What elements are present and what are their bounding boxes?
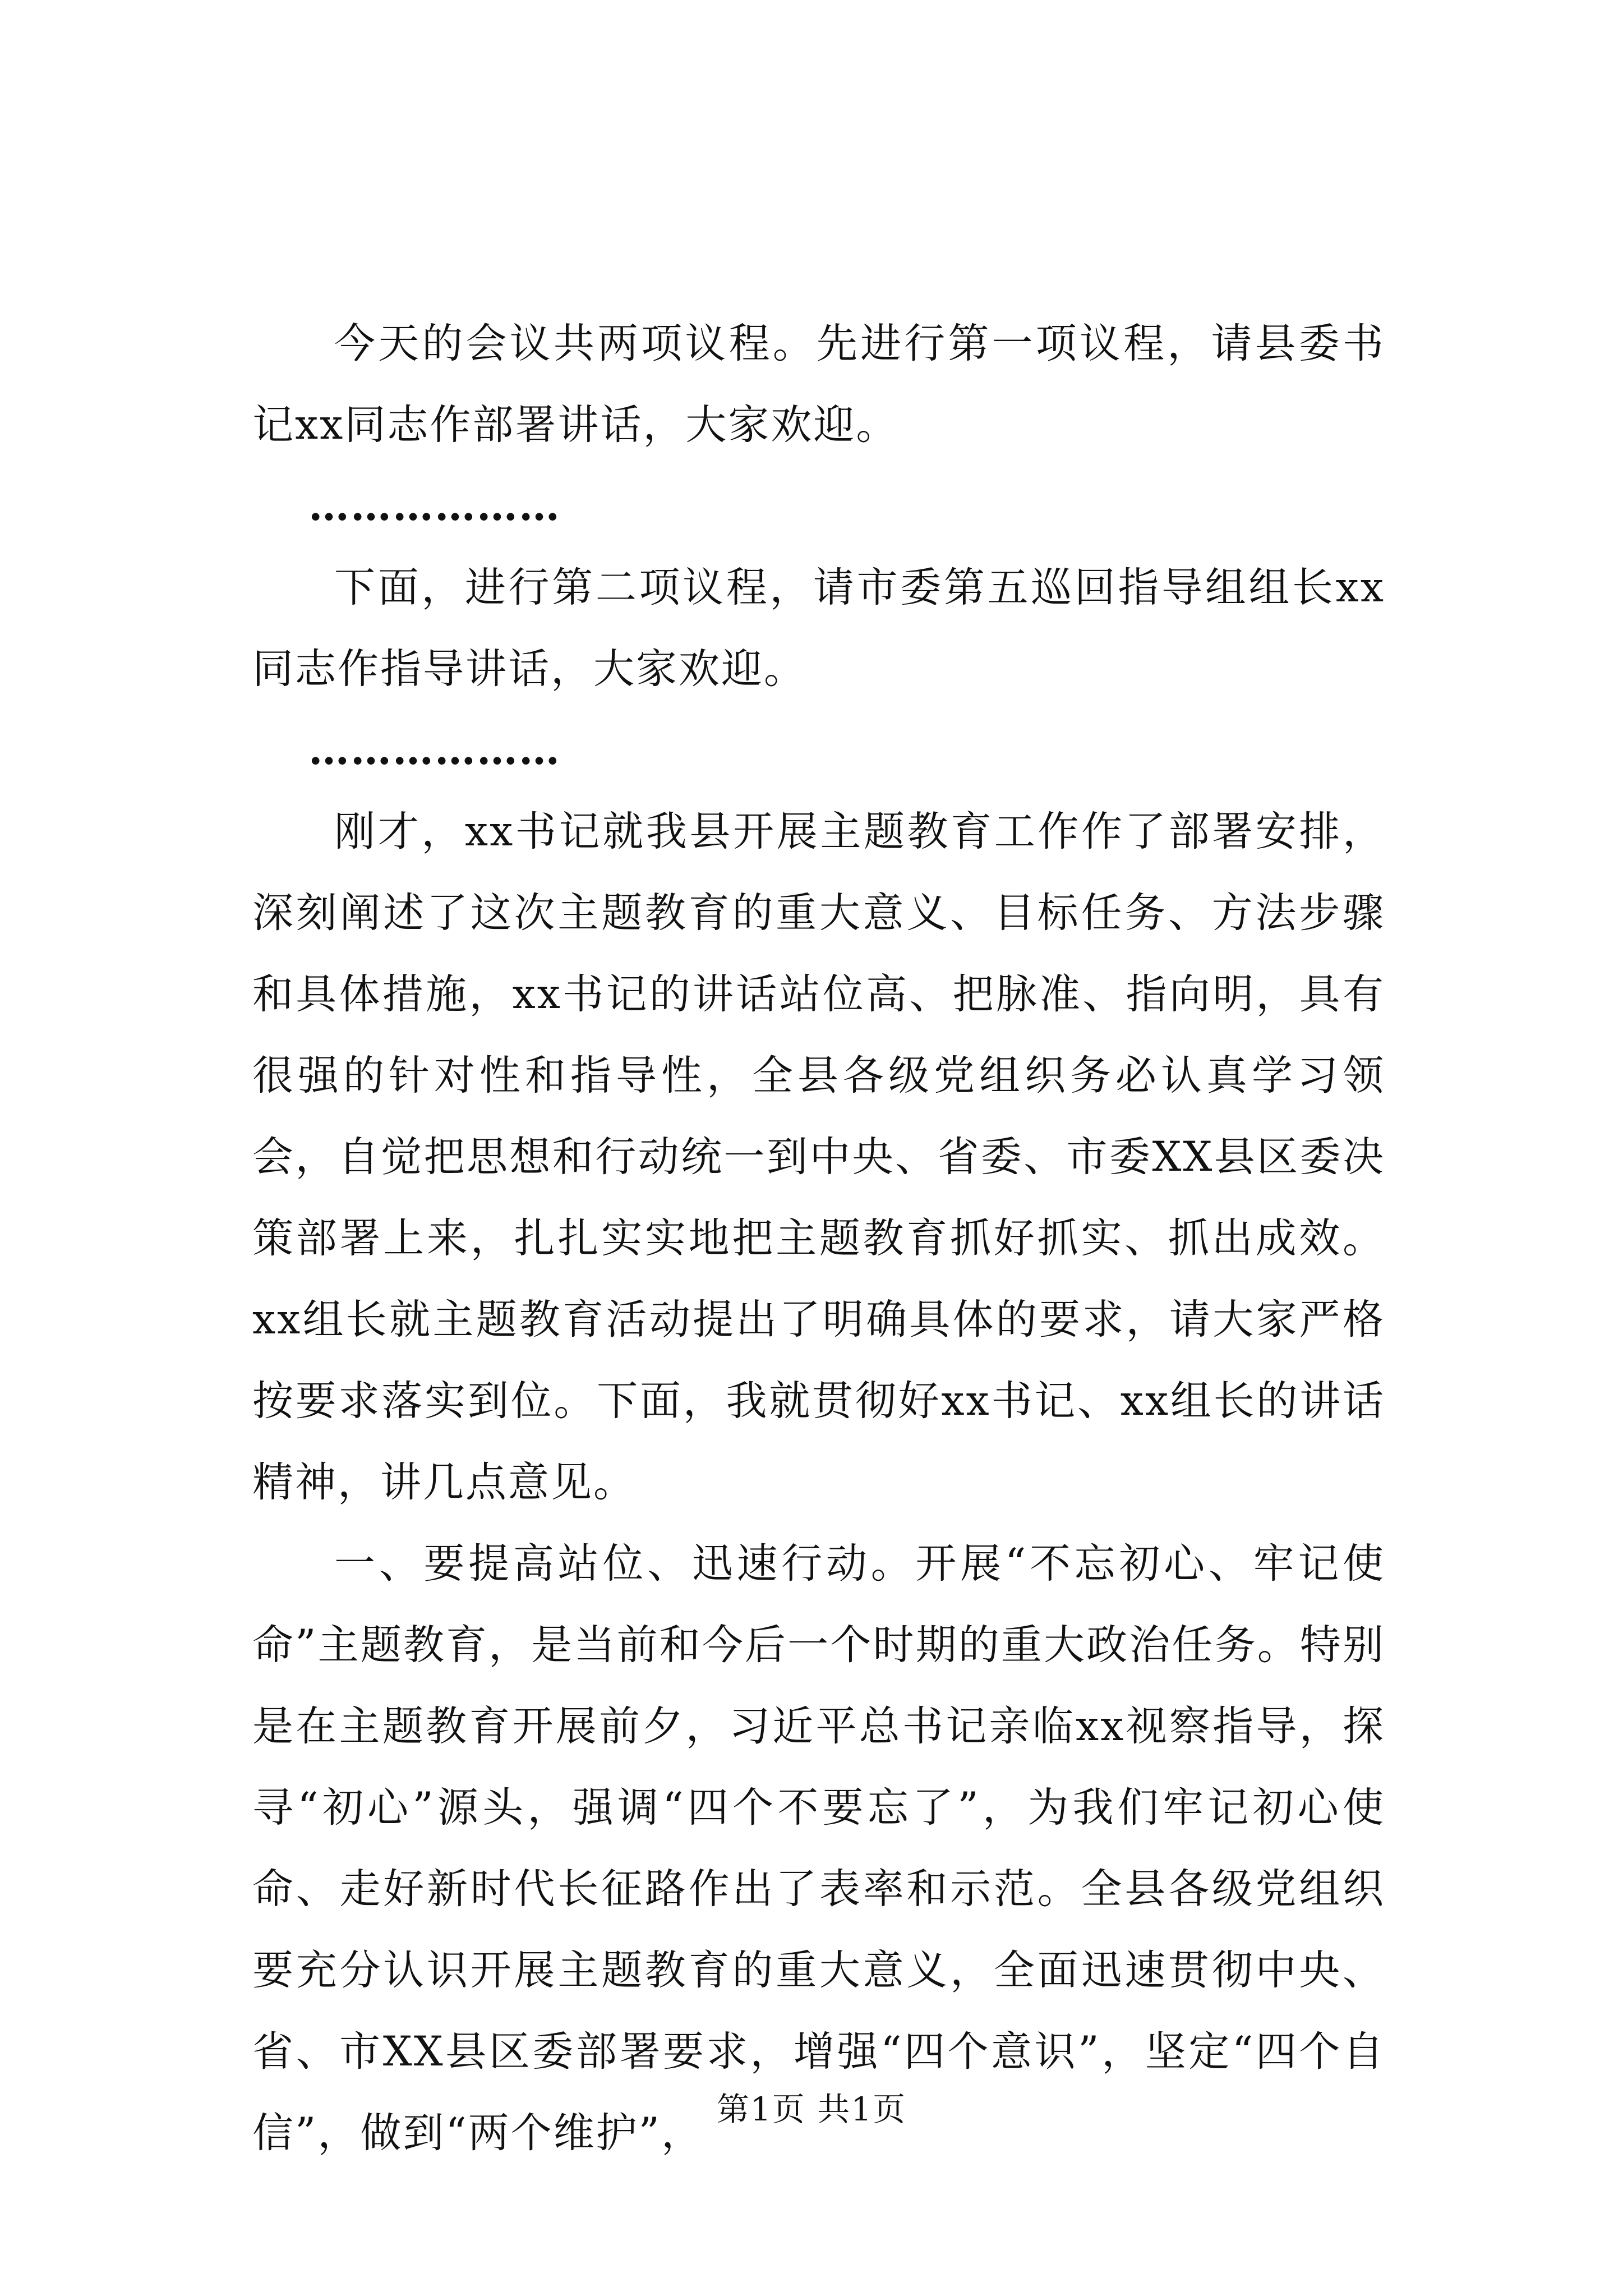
ellipsis-separator: ……………… (308, 726, 561, 774)
ellipsis-separator: ……………… (308, 482, 561, 530)
paragraph-agenda-second: 下面，进行第二项议程，请市委第五巡回指导组组长xx同志作指导讲话，大家欢迎。 (252, 564, 1385, 693)
page-footer: 第1页 共1页 (716, 2090, 907, 2128)
document-body (252, 303, 1385, 2174)
paragraph-point-one: 一、要提高站位、迅速行动。开展“不忘初心、牢记使命”主题教育，是当前和今后一个时期的重大政治任务。特别是在主题教育开展前夕，习近平总书记亲临xx视察指导，探寻“初心”源头，强调“四个不要忘了”，为我们牢记初心使命、走好新时代长征路作出了表率和示范。全县各级党组织要充分认识开展主题教育的重大意义，全面迅速贯彻中央、省、市XX县区委部署要求，增强“四个意识”，坚定“四个自信”，做到“两个维护”， (252, 1540, 1385, 2157)
paragraph-summary: 刚才，xx书记就我县开展主题教育工作作了部署安排，深刻阐述了这次主题教育的重大意义、目标任务、方法步骤和具体措施，xx书记的讲话站位高、把脉准、指向明，具有很强的针对性和指导性，全县各级党组织务必认真学习领会，自觉把思想和行动统一到中央、省委、市委XX县区委决策部署上来，扎扎实实地把主题教育抓好抓实、抓出成效。xx组长就主题教育活动提出了明确具体的要求，请大家严格按要求落实到位。下面，我就贯彻好xx书记、xx组长的讲话精神，讲几点意见。 (252, 808, 1385, 1506)
paragraph-agenda-first: 今天的会议共两项议程。先进行第一项议程，请县委书记xx同志作部署讲话，大家欢迎。 (252, 320, 1385, 449)
